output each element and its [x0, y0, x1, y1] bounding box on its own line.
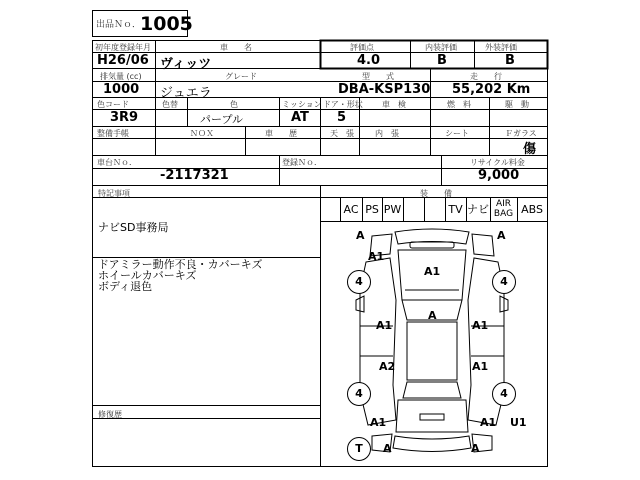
mark-front-left: A	[356, 229, 365, 242]
equipment-navi: ナビ	[467, 203, 489, 216]
equipment-tv: TV	[448, 203, 463, 216]
door-count: 5	[337, 110, 347, 125]
interior-trim-label: 内 張	[375, 129, 399, 138]
repair-history-label: 修復歴	[98, 410, 122, 419]
drive-label: 駆 動	[505, 100, 529, 109]
mark-t: T	[347, 437, 371, 461]
lot-number: 1005	[140, 13, 193, 35]
year-label: 初年度登録年月	[95, 43, 151, 52]
mark-fender-left: A1	[368, 250, 385, 263]
chassis-number-label: 車台Ｎｏ．	[97, 158, 137, 167]
registration-label: 登録Ｎｏ．	[282, 158, 322, 167]
mark-hood: A1	[424, 265, 441, 278]
exterior-grade-label: 外装評価	[485, 43, 517, 52]
equipment-label: 装 備	[420, 189, 452, 198]
doors-label: ドア・形状	[323, 100, 363, 109]
mark-front-right: A	[497, 229, 506, 242]
equipment-pw: PW	[383, 203, 402, 216]
interior-grade-label: 内装評価	[425, 43, 457, 52]
equipment-ps: PS	[365, 203, 379, 216]
mark-bumper-right: A	[471, 442, 480, 455]
mileage-label: 走 行	[470, 72, 502, 81]
mark-wheel-rear-left: 4	[347, 382, 371, 406]
mark-door-front-right: A1	[472, 319, 489, 332]
seat-label: シート	[445, 129, 469, 138]
grade-label: グレード	[225, 72, 257, 81]
color-label: 色	[230, 100, 238, 109]
mark-wheel-rear-right: 4	[492, 382, 516, 406]
recycle-fee: 9,000	[478, 168, 520, 183]
displacement: 1000	[103, 82, 140, 97]
mark-rear-left: A1	[370, 416, 387, 429]
color: パープル	[200, 113, 244, 126]
score-label: 評価点	[350, 43, 374, 52]
maintenance-book-label: 整備手帳	[97, 129, 129, 138]
transmission: AT	[291, 110, 309, 125]
remark-line: ドアミラー動作不良・カバーキズ	[98, 258, 263, 271]
equipment-airbag: AIR BAG	[493, 199, 514, 219]
nox-label: ＮＯＸ	[190, 129, 214, 138]
history-label: 車 歴	[265, 129, 297, 138]
car-name-label: 車 名	[220, 43, 252, 52]
remarks-label: 特記事項	[98, 189, 130, 198]
car-name: ヴィッツ	[160, 57, 212, 72]
displacement-label: 排気量 (cc)	[100, 72, 142, 81]
exterior-grade: B	[505, 53, 515, 68]
mark-roof: A	[428, 309, 437, 322]
windshield-label: Ｆガラス	[505, 129, 537, 138]
fuel-label: 燃 料	[447, 100, 471, 109]
grade: ジュエラ	[160, 86, 212, 101]
mark-door-rear-left: A2	[379, 360, 396, 373]
mark-door-front-left: A1	[376, 319, 393, 332]
overall-score: 4.0	[357, 53, 381, 68]
remark-line: ホイールカバーキズ	[98, 269, 197, 282]
mark-rear-right: A1	[480, 416, 497, 429]
mark-bumper-left: A	[383, 442, 392, 455]
color-code: 3R9	[110, 110, 139, 125]
remark-line: ナビSD事務局	[98, 221, 169, 234]
remark-line: ボディ退色	[98, 280, 153, 293]
mark-door-rear-right: A1	[472, 360, 489, 373]
mark-wheel-front-left: 4	[347, 270, 371, 294]
lot-number-label: 出品Ｎｏ．	[96, 20, 142, 30]
chassis-number: -2117321	[160, 168, 229, 183]
model-code-label: 型 式	[362, 72, 394, 81]
windshield-status: 傷	[523, 142, 537, 157]
transmission-label: ミッション	[282, 100, 322, 109]
interior-grade: B	[437, 53, 447, 68]
inspection-label: 車 検	[382, 100, 406, 109]
equipment-ac: AC	[343, 203, 359, 216]
model-code: DBA-KSP130	[338, 82, 431, 97]
headliner-label: 天 張	[330, 129, 354, 138]
color-change-label: 色替	[162, 100, 178, 109]
equipment-abs: ABS	[521, 203, 543, 216]
color-code-label: 色コード	[97, 100, 129, 109]
mark-wheel-front-right: 4	[492, 270, 516, 294]
mileage: 55,202 Km	[452, 82, 531, 97]
first-registration: H26/06	[97, 53, 149, 68]
mark-rear-u: U1	[510, 416, 527, 429]
recycle-fee-label: リサイクル料金	[470, 158, 525, 167]
